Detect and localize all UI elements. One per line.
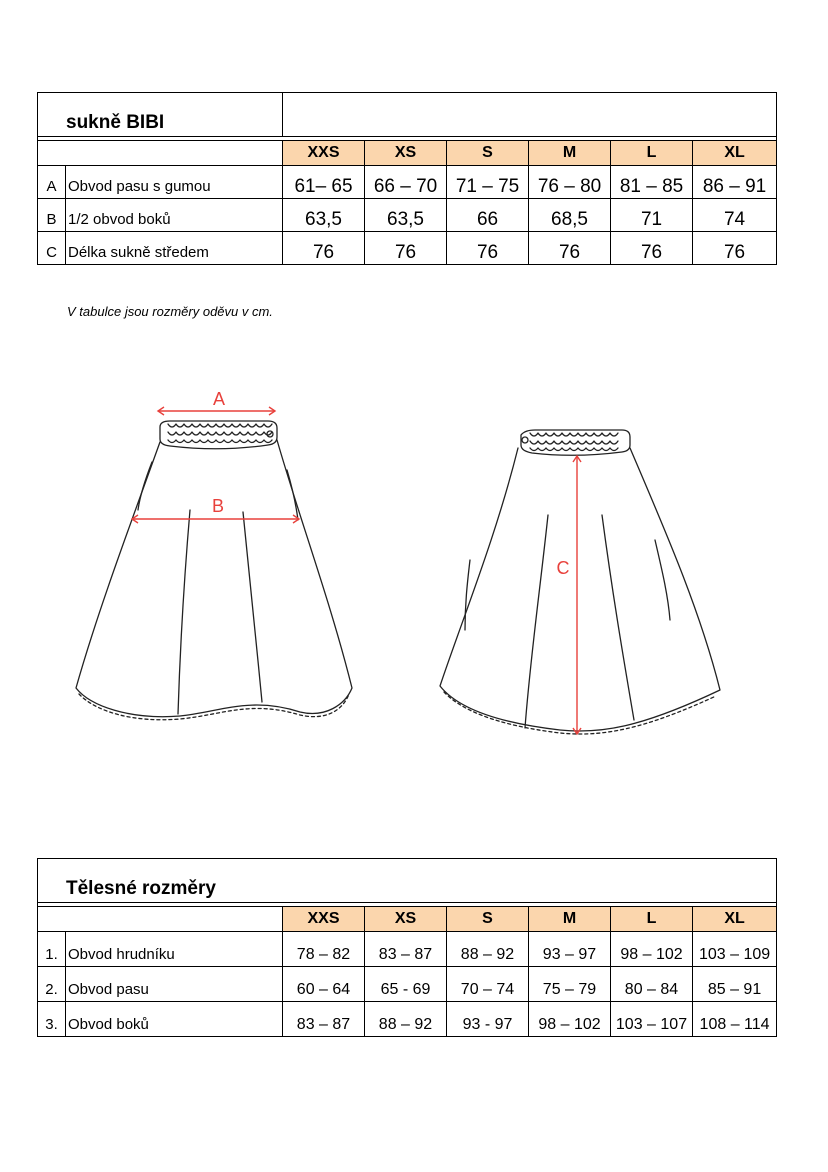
measure-b-label: B bbox=[211, 496, 225, 516]
table-cell: 85 – 91 bbox=[693, 967, 777, 1002]
table-cell: 88 – 92 bbox=[447, 932, 529, 967]
skirt-front-drawing bbox=[76, 421, 352, 720]
skirt-back-drawing bbox=[440, 430, 720, 734]
size-header-xxs: XXS bbox=[283, 907, 365, 932]
row-number: 1. bbox=[38, 932, 66, 967]
table-cell: 103 – 107 bbox=[611, 1002, 693, 1037]
size-header-xl: XL bbox=[693, 141, 777, 166]
table-cell: 76 bbox=[283, 232, 365, 265]
row-label: Obvod pasu s gumou bbox=[66, 166, 283, 199]
size-header-l: L bbox=[611, 141, 693, 166]
table-cell: 60 – 64 bbox=[283, 967, 365, 1002]
table-row bbox=[38, 967, 777, 1002]
table-cell: 98 – 102 bbox=[611, 932, 693, 967]
table-cell: 71 – 75 bbox=[447, 166, 529, 199]
table-cell: 63,5 bbox=[283, 199, 365, 232]
row-letter: A bbox=[38, 166, 66, 199]
size-header-m: M bbox=[529, 141, 611, 166]
table-cell: 83 – 87 bbox=[365, 932, 447, 967]
row-label: Obvod pasu bbox=[66, 967, 283, 1002]
table-cell: 80 – 84 bbox=[611, 967, 693, 1002]
table-cell: 76 bbox=[529, 232, 611, 265]
size-header-s: S bbox=[447, 141, 529, 166]
table-cell: 74 bbox=[693, 199, 777, 232]
measure-c-label: C bbox=[556, 558, 570, 578]
row-label: Obvod hrudníku bbox=[66, 932, 283, 967]
table-cell: 66 bbox=[447, 199, 529, 232]
table-cell: 98 – 102 bbox=[529, 1002, 611, 1037]
table-cell: 103 – 109 bbox=[693, 932, 777, 967]
table-cell: 63,5 bbox=[365, 199, 447, 232]
table-cell: 61– 65 bbox=[283, 166, 365, 199]
body-table-title: Tělesné rozměry bbox=[38, 859, 777, 903]
row-label: 1/2 obvod boků bbox=[66, 199, 283, 232]
table-cell: 70 – 74 bbox=[447, 967, 529, 1002]
table-cell: 76 bbox=[365, 232, 447, 265]
table-cell: 93 - 97 bbox=[447, 1002, 529, 1037]
table-cell: 83 – 87 bbox=[283, 1002, 365, 1037]
table-cell: 75 – 79 bbox=[529, 967, 611, 1002]
table-cell: 108 – 114 bbox=[693, 1002, 777, 1037]
size-header-xs: XS bbox=[365, 907, 447, 932]
table-row bbox=[38, 932, 777, 967]
table-cell: 76 – 80 bbox=[529, 166, 611, 199]
row-label: Délka sukně středem bbox=[66, 232, 283, 265]
measurement-lines bbox=[132, 407, 581, 734]
size-header-m: M bbox=[529, 907, 611, 932]
table-cell: 65 - 69 bbox=[365, 967, 447, 1002]
table-cell: 71 bbox=[611, 199, 693, 232]
row-letter: B bbox=[38, 199, 66, 232]
table-cell: 76 bbox=[447, 232, 529, 265]
size-header-s: S bbox=[447, 907, 529, 932]
table-cell: 78 – 82 bbox=[283, 932, 365, 967]
table-cell: 76 bbox=[611, 232, 693, 265]
skirt-table-title: sukně BIBI bbox=[38, 93, 283, 137]
size-header-xs: XS bbox=[365, 141, 447, 166]
measure-a-label: A bbox=[212, 389, 226, 409]
size-header-l: L bbox=[611, 907, 693, 932]
units-note: V tabulce jsou rozměry oděvu v cm. bbox=[67, 304, 273, 319]
table-cell: 76 bbox=[693, 232, 777, 265]
row-label: Obvod boků bbox=[66, 1002, 283, 1037]
size-header-xxs: XXS bbox=[283, 141, 365, 166]
table-cell: 66 – 70 bbox=[365, 166, 447, 199]
row-letter: C bbox=[38, 232, 66, 265]
table-cell: 86 – 91 bbox=[693, 166, 777, 199]
table-cell: 88 – 92 bbox=[365, 1002, 447, 1037]
table-cell: 81 – 85 bbox=[611, 166, 693, 199]
table-cell: 93 – 97 bbox=[529, 932, 611, 967]
body-measurements-table bbox=[37, 858, 777, 1037]
table-row bbox=[38, 1002, 777, 1037]
row-number: 3. bbox=[38, 1002, 66, 1037]
table-cell: 68,5 bbox=[529, 199, 611, 232]
size-header-xl: XL bbox=[693, 907, 777, 932]
row-number: 2. bbox=[38, 967, 66, 1002]
